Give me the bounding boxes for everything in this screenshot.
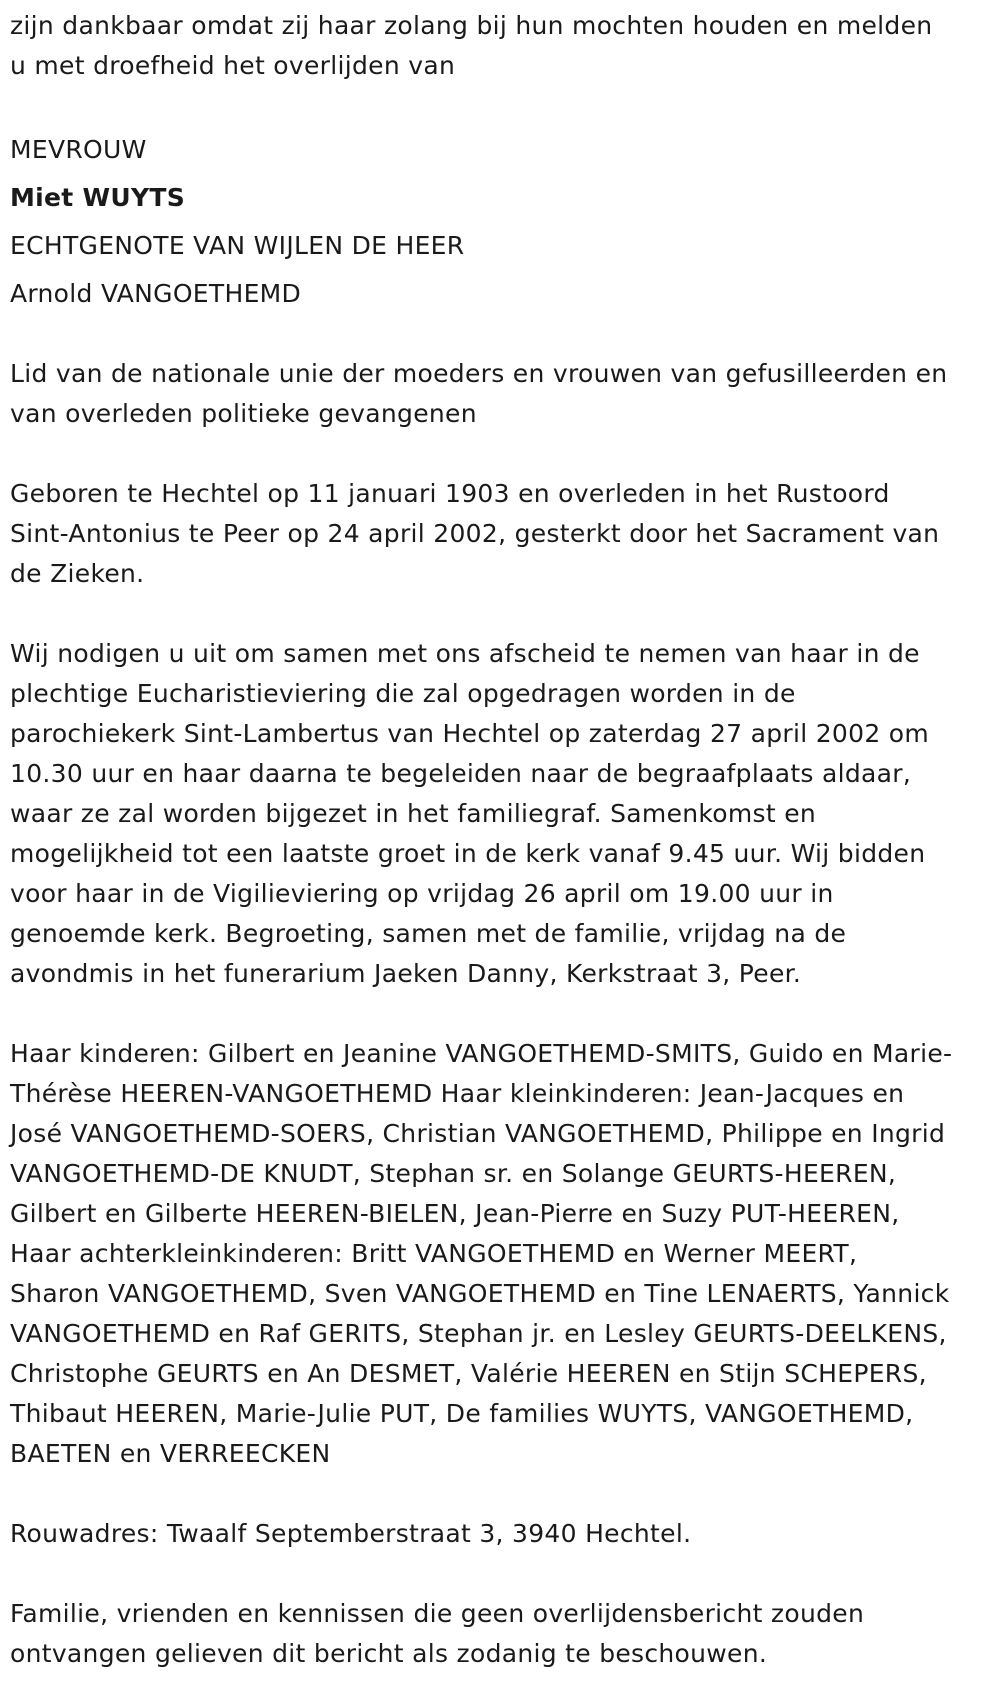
text-line: Lid van de nationale unie der moeders en vrouwen van gefusilleerden en: [10, 359, 948, 388]
text-line: Sharon VANGOETHEMD, Sven VANGOETHEMD en Tine LENAERTS, Yannick: [10, 1279, 950, 1308]
text-line: plechtige Eucharistieviering die zal opgedragen worden in de: [10, 679, 796, 708]
text-line: Wij nodigen u uit om samen met ons afscheid te nemen van haar in de: [10, 639, 920, 668]
text-line: Haar achterkleinkinderen: Britt VANGOETHEMD en Werner MEERT,: [10, 1239, 858, 1268]
deceased-name-block: [10, 126, 1000, 318]
text-line: Thibaut HEEREN, Marie-Julie PUT, De families WUYTS, VANGOETHEMD,: [10, 1399, 914, 1428]
intro-paragraph: [10, 6, 1000, 86]
honorific-title: MEVROUW: [10, 135, 147, 164]
mourning-address: Rouwadres: Twaalf Septemberstraat 3, 3940 Hechtel.: [10, 1519, 692, 1548]
text-line: waar ze zal worden bijgezet in het familiegraf. Samenkomst en: [10, 799, 817, 828]
text-line: Christophe GEURTS en An DESMET, Valérie HEEREN en Stijn SCHEPERS,: [10, 1359, 927, 1388]
relation-text: ECHTGENOTE VAN WIJLEN DE HEER: [10, 231, 465, 260]
text-line: genoemde kerk. Begroeting, samen met de familie, vrijdag na de: [10, 919, 847, 948]
text-line: parochiekerk Sint-Lambertus van Hechtel op zaterdag 27 april 2002 om: [10, 719, 930, 748]
address-paragraph: [10, 1514, 1000, 1554]
text-line: VANGOETHEMD-DE KNUDT, Stephan sr. en Solange GEURTS-HEEREN,: [10, 1159, 897, 1188]
ceremony-paragraph: [10, 634, 1000, 994]
text-line: mogelijkheid tot een laatste groet in de kerk vanaf 9.45 uur. Wij bidden: [10, 839, 926, 868]
text-line: Haar kinderen: Gilbert en Jeanine VANGOETHEMD-SMITS, Guido en Marie-: [10, 1039, 953, 1068]
text-line: Gilbert en Gilberte HEEREN-BIELEN, Jean-Pierre en Suzy PUT-HEEREN,: [10, 1199, 900, 1228]
text-line: Thérèse HEEREN-VANGOETHEMD Haar kleinkinderen: Jean-Jacques en: [10, 1079, 905, 1108]
text-line: ontvangen gelieven dit bericht als zodanig te beschouwen.: [10, 1639, 768, 1668]
text-line: voor haar in de Vigilieviering op vrijdag 26 april om 19.00 uur in: [10, 879, 834, 908]
family-paragraph: [10, 1034, 1000, 1474]
text-line: Geboren te Hechtel op 11 januari 1903 en overleden in het Rustoord: [10, 479, 890, 508]
text-line: José VANGOETHEMD-SOERS, Christian VANGOETHEMD, Philippe en Ingrid: [10, 1119, 946, 1148]
text-line: Familie, vrienden en kennissen die geen overlijdensbericht zouden: [10, 1599, 865, 1628]
text-line: VANGOETHEMD en Raf GERITS, Stephan jr. en Lesley GEURTS-DEELKENS,: [10, 1319, 947, 1348]
text-line: zijn dankbaar omdat zij haar zolang bij hun mochten houden en melden: [10, 11, 933, 40]
birth-death-paragraph: [10, 474, 1000, 594]
text-line: BAETEN en VERREECKEN: [10, 1439, 331, 1468]
membership-paragraph: [10, 354, 1000, 434]
spouse-name: Arnold VANGOETHEMD: [10, 279, 302, 308]
text-line: Sint-Antonius te Peer op 24 april 2002, gesterkt door het Sacrament van: [10, 519, 940, 548]
text-line: avondmis in het funerarium Jaeken Danny, Kerkstraat 3, Peer.: [10, 959, 802, 988]
text-line: de Zieken.: [10, 559, 145, 588]
text-line: van overleden politieke gevangenen: [10, 399, 477, 428]
text-line: 10.30 uur en haar daarna te begeleiden naar de begraafplaats aldaar,: [10, 759, 912, 788]
deceased-name: Miet WUYTS: [10, 183, 186, 212]
text-line: u met droefheid het overlijden van: [10, 51, 456, 80]
closing-paragraph: [10, 1594, 1000, 1674]
